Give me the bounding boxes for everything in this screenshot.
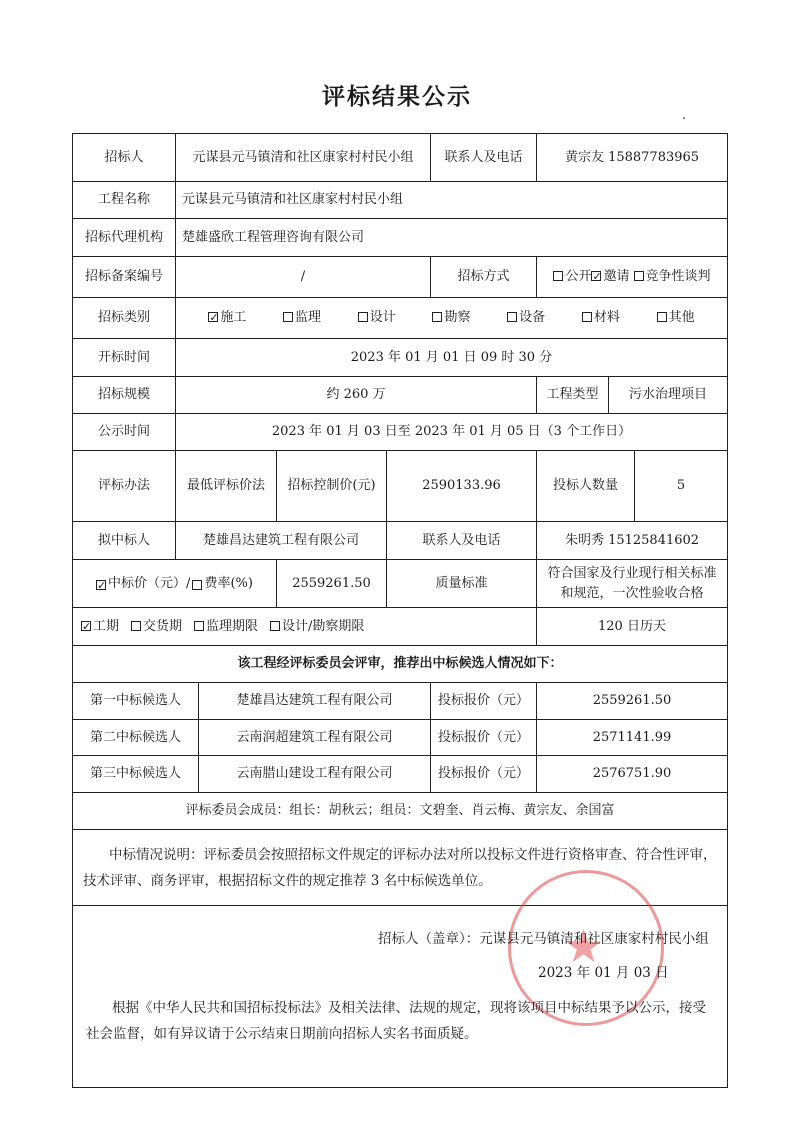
candidate-rank: 第二中标候选人 bbox=[73, 720, 199, 756]
control-price-label: 招标控制价(元) bbox=[277, 451, 387, 522]
opening-time-value: 2023 年 01 月 01 日 09 时 30 分 bbox=[176, 339, 727, 377]
project-type-value: 污水治理项目 bbox=[609, 377, 727, 414]
publicity-notice: 根据《中华人民共和国招标投标法》及相关法律、法规的规定，现将该项目中标结果予以公示，接受社会监督，如有异议请于公示结束日期前向招标人实名书面质疑。 bbox=[86, 1000, 706, 1042]
candidate-name: 云南润超建筑工程有限公司 bbox=[199, 720, 431, 756]
checkbox-icon bbox=[432, 312, 442, 322]
duration-options bbox=[73, 608, 537, 646]
winning-price-value: 2559261.50 bbox=[277, 560, 387, 608]
method-option: ✓ 邀请 bbox=[591, 267, 629, 287]
candidate-price: 2559261.50 bbox=[537, 683, 727, 720]
checked-checkbox-icon bbox=[96, 580, 106, 590]
tender-category-label: 招标类别 bbox=[73, 298, 176, 339]
quality-standard-label: 质量标准 bbox=[387, 560, 537, 608]
agency-value: 楚雄盛欣工程管理咨询有限公司 bbox=[176, 219, 727, 257]
recommendation-heading: 该工程经评标委员会评审，推荐出中标候选人情况如下： bbox=[73, 646, 727, 683]
checked-checkbox-icon bbox=[81, 621, 91, 631]
candidate-name: 云南腊山建设工程有限公司 bbox=[199, 756, 431, 793]
filing-number-label: 招标备案编号 bbox=[73, 257, 176, 298]
checkbox-icon bbox=[283, 312, 293, 322]
category-option: 勘察 bbox=[432, 308, 470, 328]
candidate-price: 2576751.90 bbox=[537, 756, 727, 793]
checkbox-icon bbox=[192, 580, 202, 590]
checkbox-icon bbox=[131, 621, 141, 631]
category-option: 材料 bbox=[582, 308, 620, 328]
category-option: 监理 bbox=[283, 308, 321, 328]
checkbox-icon bbox=[358, 312, 368, 322]
candidate-rank: 第三中标候选人 bbox=[73, 756, 199, 793]
evaluation-method-label: 评标办法 bbox=[73, 451, 176, 522]
checkbox-icon bbox=[194, 621, 204, 631]
category-option: ✓ 施工 bbox=[208, 308, 246, 328]
publicity-time-value: 2023 年 01 月 03 日至 2023 年 01 月 05 日（3 个工作日） bbox=[176, 414, 727, 451]
project-type-label: 工程类型 bbox=[537, 377, 609, 414]
checkbox-icon bbox=[634, 271, 644, 281]
duration-option: 交货期 bbox=[131, 617, 182, 637]
method-option: 公开 bbox=[553, 267, 591, 287]
checked-checkbox-icon bbox=[591, 271, 601, 281]
signature-line: 招标人（盖章）：元谋县元马镇清和社区康家村村民小组 bbox=[378, 931, 709, 947]
checkbox-icon bbox=[657, 312, 667, 322]
page-title: 评标结果公示 bbox=[322, 84, 472, 110]
candidate-price-label: 投标报价（元） bbox=[431, 720, 537, 756]
bidder-count-label: 投标人数量 bbox=[537, 451, 635, 522]
duration-option: 设计/勘察期限 bbox=[270, 617, 364, 637]
evaluation-method-value: 最低评标价法 bbox=[176, 451, 277, 522]
category-option: 设备 bbox=[507, 308, 545, 328]
category-option: 其他 bbox=[657, 308, 695, 328]
candidate-price-label: 投标报价（元） bbox=[431, 683, 537, 720]
tender-scale-value: 约 260 万 bbox=[176, 377, 537, 414]
opening-time-label: 开标时间 bbox=[73, 339, 176, 377]
checkbox-icon bbox=[553, 271, 563, 281]
evaluation-explanation: 中标情况说明：评标委员会按照招标文件规定的评标办法对所以投标文件进行资格审查、符合性评审，技术评审、商务评审，根据招标文件的规定推荐 3 名中标候选单位。 bbox=[73, 830, 727, 906]
winning-price-label: ✓ 中标价（元）/ 费率(%) bbox=[73, 560, 277, 608]
publicity-time-label: 公示时间 bbox=[73, 414, 176, 451]
tender-method-options bbox=[537, 257, 727, 298]
checkbox-icon bbox=[270, 621, 280, 631]
winner-contact-label: 联系人及电话 bbox=[387, 522, 537, 560]
filing-number-value: / bbox=[176, 257, 431, 298]
scan-speck bbox=[683, 117, 685, 119]
project-name-value: 元谋县元马镇清和社区康家村村民小组 bbox=[176, 182, 727, 219]
tender-category-options bbox=[176, 298, 727, 339]
tender-method-label: 招标方式 bbox=[431, 257, 537, 298]
checked-checkbox-icon bbox=[208, 312, 218, 322]
checkbox-icon bbox=[582, 312, 592, 322]
candidate-name: 楚雄昌达建筑工程有限公司 bbox=[199, 683, 431, 720]
bidder-count-value: 5 bbox=[635, 451, 727, 522]
tenderer-contact-value: 黄宗友 15887783965 bbox=[537, 134, 727, 182]
control-price-value: 2590133.96 bbox=[387, 451, 537, 522]
seal-star-icon: ★ bbox=[563, 919, 605, 973]
duration-value: 120 日历天 bbox=[537, 608, 727, 646]
tender-scale-label: 招标规模 bbox=[73, 377, 176, 414]
method-option: 竞争性谈判 bbox=[634, 267, 711, 287]
checkbox-icon bbox=[507, 312, 517, 322]
proposed-winner-label: 拟中标人 bbox=[73, 522, 176, 560]
project-name-label: 工程名称 bbox=[73, 182, 176, 219]
agency-label: 招标代理机构 bbox=[73, 219, 176, 257]
duration-option: ✓工期 bbox=[81, 617, 119, 637]
tenderer-label: 招标人 bbox=[73, 134, 176, 182]
tenderer-value: 元谋县元马镇清和社区康家村村民小组 bbox=[176, 134, 431, 182]
duration-option: 监理期限 bbox=[194, 617, 258, 637]
committee-members: 评标委员会成员：组长：胡秋云；组员：文碧奎、肖云梅、黄宗友、余国富 bbox=[73, 793, 727, 830]
proposed-winner-value: 楚雄昌达建筑工程有限公司 bbox=[176, 522, 387, 560]
candidate-rank: 第一中标候选人 bbox=[73, 683, 199, 720]
category-option: 设计 bbox=[358, 308, 396, 328]
quality-standard-value: 符合国家及行业现行相关标准和规范，一次性验收合格 bbox=[537, 560, 727, 608]
candidate-price-label: 投标报价（元） bbox=[431, 756, 537, 793]
winner-contact-value: 朱明秀 15125841602 bbox=[537, 522, 727, 560]
tenderer-contact-label: 联系人及电话 bbox=[431, 134, 537, 182]
signature-date: 2023 年 01 月 03 日 bbox=[538, 965, 669, 981]
candidate-price: 2571141.99 bbox=[537, 720, 727, 756]
